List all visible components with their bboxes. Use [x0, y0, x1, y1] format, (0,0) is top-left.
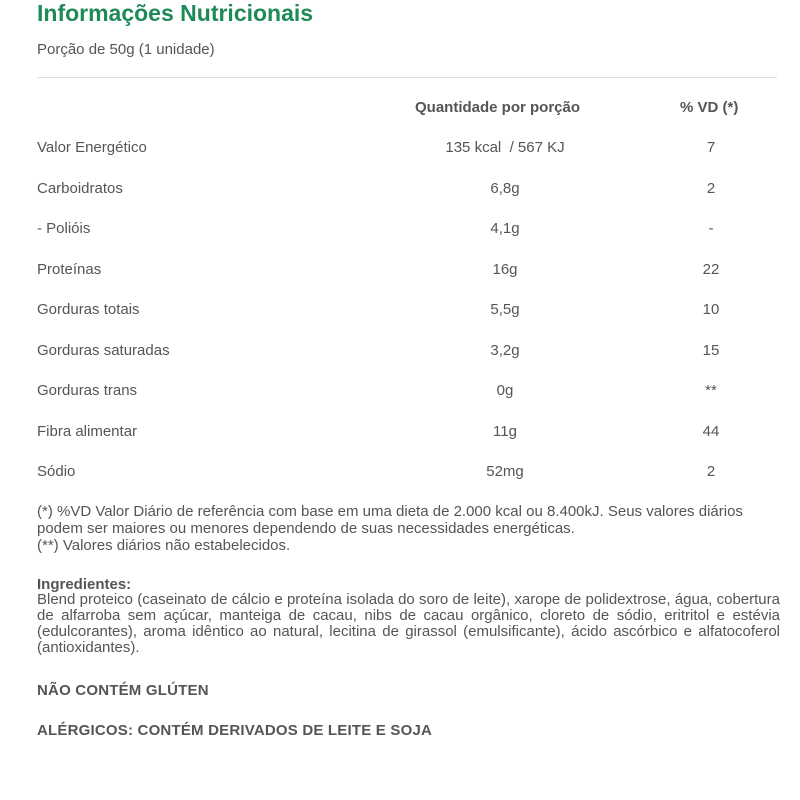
nutrient-quantity: 6,8g — [490, 180, 520, 197]
nutrient-quantity: 52mg — [486, 463, 524, 480]
nutrient-quantity: 11g — [493, 423, 517, 440]
allergen-warning: ALÉRGICOS: CONTÉM DERIVADOS DE LEITE E SOJA — [37, 722, 433, 739]
ingredients-title: Ingredientes: — [37, 576, 132, 593]
ingredients-list: Blend proteico (caseinato de cálcio e proteína isolada do soro de leite), xarope de polidextrose, água, cobertura de alfarroba sem açúcar, manteiga de cacau, nibs de cacau orgânico, cloreto de sódio, eritritol e estévia (edulcorantes), aroma idêntico ao natural, lecitina de girassol (emulsificante), ácido ascórbico e alfatocoferol (antioxidantes). — [37, 591, 780, 656]
nutrient-name: Fibra alimentar — [37, 423, 138, 440]
nutrient-quantity: 3,2g — [490, 342, 520, 359]
nutrient-name: - Polióis — [37, 220, 91, 237]
header-divider — [37, 77, 777, 78]
gluten-warning: NÃO CONTÉM GLÚTEN — [37, 682, 209, 699]
nutrient-name: Proteínas — [37, 261, 102, 278]
footnotes — [37, 503, 767, 554]
table-row — [37, 220, 777, 242]
nutrient-quantity: 5,5g — [490, 301, 520, 318]
table-row — [37, 301, 777, 323]
nutrient-name: Sódio — [37, 463, 76, 480]
table-row — [37, 261, 777, 283]
nutrient-daily-value: 22 — [702, 261, 720, 278]
nutrient-daily-value: - — [708, 220, 714, 237]
table-row — [37, 180, 777, 202]
table-row — [37, 463, 777, 485]
table-row — [37, 342, 777, 364]
table-row — [37, 382, 777, 404]
table-row — [37, 139, 777, 161]
column-header-quantity: Quantidade por porção — [415, 99, 581, 116]
nutrient-quantity: 4,1g — [490, 220, 520, 237]
page-title: Informações Nutricionais — [37, 0, 314, 26]
nutrient-quantity: 135 kcal / 567 KJ — [445, 139, 565, 156]
nutrient-name: Valor Energético — [37, 139, 147, 156]
nutrient-name: Carboidratos — [37, 180, 123, 197]
nutrient-quantity: 16g — [492, 261, 518, 278]
nutrient-daily-value: 2 — [706, 463, 716, 480]
nutrient-daily-value: ** — [705, 382, 717, 399]
nutrient-daily-value: 2 — [706, 180, 716, 197]
portion-size: Porção de 50g (1 unidade) — [37, 41, 215, 58]
nutrient-name: Gorduras totais — [37, 301, 140, 318]
nutrient-daily-value: 44 — [702, 423, 720, 440]
column-header-daily-value: % VD (*) — [680, 99, 739, 116]
nutrient-quantity: 0g — [496, 382, 514, 399]
nutrient-name: Gorduras trans — [37, 382, 138, 399]
footnote-not-established: (**) Valores diários não estabelecidos. — [37, 537, 291, 554]
footnote-daily-value: (*) %VD Valor Diário de referência com base em uma dieta de 2.000 kcal ou 8.400kJ. Seus valores diários podem ser maiores ou menores dependendo de suas necessidades energéticas. — [37, 503, 743, 537]
nutrient-daily-value: 15 — [702, 342, 720, 359]
nutrient-name: Gorduras saturadas — [37, 342, 170, 359]
table-row — [37, 423, 777, 445]
nutrient-daily-value: 10 — [702, 301, 720, 318]
nutrient-daily-value: 7 — [706, 139, 716, 156]
